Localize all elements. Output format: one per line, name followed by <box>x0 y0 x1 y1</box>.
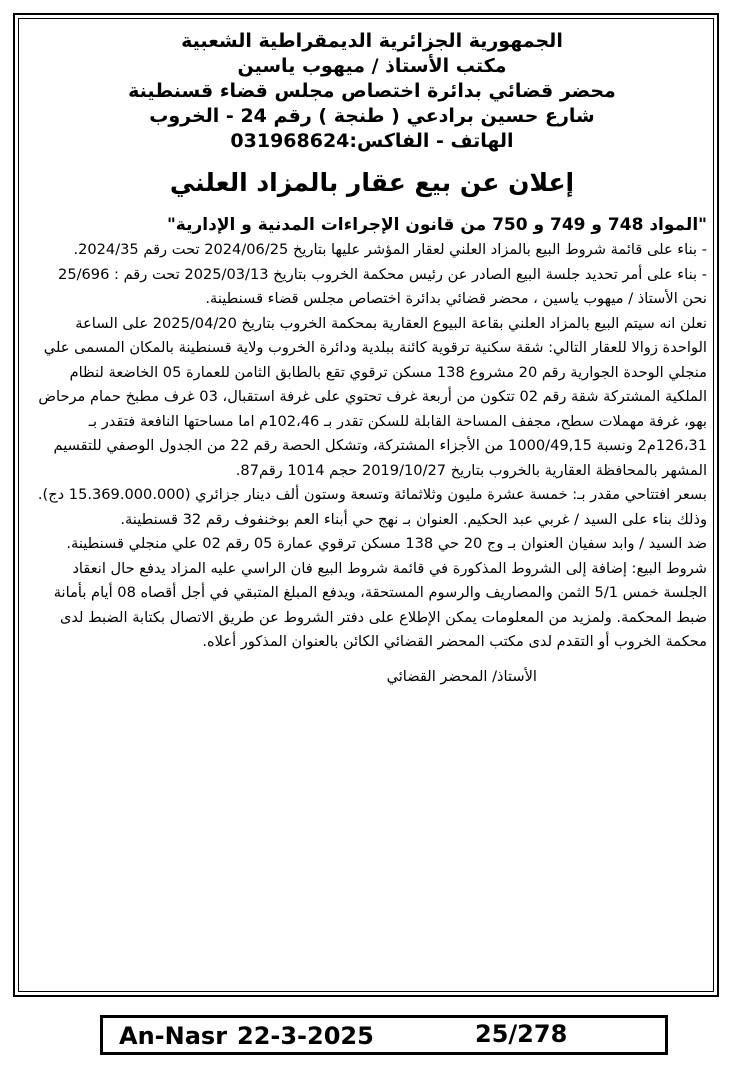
notice-content <box>37 29 707 689</box>
header-address: شارع حسين برادعي ( طنجة ) رقم 24 - الخروب <box>149 105 595 127</box>
newspaper-footer <box>100 1015 668 1055</box>
fax-label: الهاتف - الفاكس: <box>349 130 514 152</box>
header-contact <box>37 129 707 154</box>
newspaper-name: An-Nasr <box>119 1022 228 1050</box>
paragraph-property: نعلن انه سيتم البيع بالمزاد العلني بقاعة البيوع العقارية بمحكمة الخروب بتاريخ 2025/04/20 على الساعة الواحدة زوالا للعقار التالي: شقة سكنية ترقوية كائنة ببلدية ودائرة الخروب ولاية قسنطينة بالمكان المسمى علي منجلي الوحدة الجوارية رقم 20 مشروع 138 مسكن ترقوي تقع بالطابق الثامن للعمارة 05 الخاضعة لنظام الملكية المشتركة شقة رقم 02 تتكون من أربعة غرف تحتوي على غرفة استقبال، 03 غرف مطبخ حمام مرحاض بهو، غرفة مهملات سطح، مجفف المساحة القابلة للسكن تقدر بـ 102،46م اما مساحتها النافعة فتقدر بـ 126،31م2 ونسبة 1000/49,15 من الأجزاء المشتركة، وتشكل الحصة رقم 22 من الجدول الوصفي للتقسيم المشهر بالمحافظة العقارية بالخروب بتاريخ 2019/10/27 حجم 1014 رقم87. <box>38 314 707 479</box>
paragraph-debtor: ضد السيد / وابد سفيان العنوان بـ وج 20 حي 138 مسكن ترقوي عمارة 05 رقم 02 علي منجلي قسنطينة. <box>66 535 707 552</box>
notice-frame <box>13 13 719 997</box>
paragraph-bailiff: نحن الأستاذ / ميهوب ياسين ، محضر قضائي بدائرة اختصاص مجلس قضاء قسنطينة. <box>205 290 707 307</box>
paragraph-session-order: - بناء على أمر تحديد جلسة البيع الصادر عن رئيس محكمة الخروب بتاريخ 2025/03/13 تحت رقم : 25/696 <box>58 265 707 283</box>
header-office: مكتب الأستاذ / ميهوب ياسين <box>237 55 507 77</box>
paragraph-conditions-list: - بناء على قائمة شروط البيع بالمزاد العلني لعقار المؤشر عليها بتاريخ 2024/06/25 تحت رقم 2024/35. <box>73 241 707 258</box>
notice-subtitle: "المواد 748 و 749 و 750 من قانون الإجراءات المدنية و الإدارية" <box>166 215 707 235</box>
header-republic: الجمهورية الجزائرية الديمقراطية الشعبية <box>181 30 563 52</box>
fax-number: 031968624 <box>230 130 350 152</box>
publication-date: 22-3-2025 <box>237 1022 374 1050</box>
paragraph-creditor: وذلك بناء على السيد / غربي عبد الحكيم. العنوان بـ نهج حي أبناء العم بوخنفوف رقم 32 قسنطينة. <box>120 510 707 528</box>
paragraph-sale-conditions: شروط البيع: إضافة إلى الشروط المذكورة في قائمة شروط البيع فان الراسي عليه المزاد يدفع حال انعقاد الجلسة خمس 5/1 الثمن والمصاريف والرسوم المستحقة، ويدفع المبلغ المتبقي في أجل أقصاه 08 أيام بأمانة ضبط المحكمة. ولمزيد من المعلومات يمكن الإطلاع على دفتر الشروط عن طريق الاتصال بكتابة الضبط لدى محكمة الخروب أو التقدم لدى مكتب المحضر القضائي الكائن بالعنوان المذكور أعلاه. <box>53 559 707 650</box>
notice-title: إعلان عن بيع عقار بالمزاد العلني <box>169 168 575 197</box>
paragraph-price: بسعر افتتاحي مقدر بـ: خمسة عشرة مليون وثلاثمائة وتسعة وستون ألف دينار جزائري (15.369.000.000 دج). <box>37 486 707 503</box>
header-bailiff: محضر قضائي بدائرة اختصاص مجلس قضاء قسنطينة <box>128 80 616 102</box>
signature: الأستاذ/ المحضر القضائي <box>386 667 537 685</box>
notice-number: 25/278 <box>475 1020 568 1048</box>
